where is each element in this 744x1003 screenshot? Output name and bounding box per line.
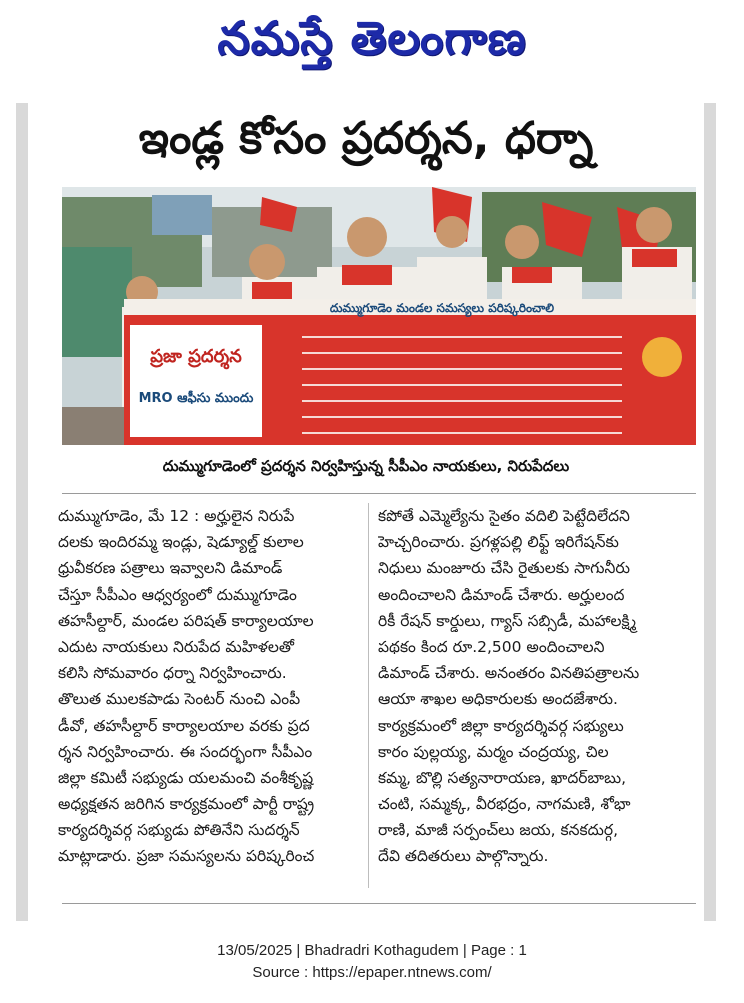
article-text-line: అధ్యక్షతన జరిగిన కార్యక్రమంలో పార్టీ రాష్ట్ర bbox=[58, 795, 315, 814]
article-text-line: ఆయా శాఖల అధికారులకు అందజేశారు. bbox=[378, 690, 618, 709]
article-text-line: జిల్లా కమిటీ సభ్యుడు యలమంచి వంశీకృష్ణ bbox=[58, 768, 314, 787]
article-text-line: దలకు ఇందిరమ్మ ఇండ్లు, షెడ్యూల్డ్ కులాల bbox=[58, 533, 304, 552]
article-text-line: దుమ్ముగూడెం, మే 12 : అర్హులైన నిరుపే bbox=[58, 507, 295, 525]
article-text-line: తొలుత ములకపాడు సెంటర్ నుంచి ఎంపీ bbox=[58, 690, 301, 709]
article-text-line: చంటి, సమ్మక్క, వీరభద్రం, నాగమణి, శోభా bbox=[378, 795, 631, 814]
article-text-line: కలిసి సోమవారం ధర్నా నిర్వహించారు. bbox=[58, 664, 287, 683]
masthead-title: నమస్తే తెలంగాణ bbox=[217, 11, 527, 65]
article-text-line: పథకం కింద రూ.2,500 అందించాలని bbox=[378, 637, 605, 656]
article-clipping bbox=[16, 103, 716, 921]
article-text-line: కార్యదర్శివర్గ సభ్యుడు పోతినేని సుదర్శన్ bbox=[58, 821, 300, 840]
article-text-line: ఎదుట నాయకులు నిరుపేద మహిళలతో bbox=[58, 637, 295, 656]
banner-left-title: ప్రజా ప్రదర్శన bbox=[150, 346, 242, 367]
article-text-line: అందించాలని డిమాండ్ చేశారు. అర్హులంద bbox=[378, 585, 625, 604]
article-text-line: కపోతే ఎమ్మెల్యేను సైతం వదిలి పెట్టేదిలేదని bbox=[378, 507, 630, 525]
article-bottom-rule bbox=[62, 903, 696, 904]
footer-source: Source : https://epaper.ntnews.com/ bbox=[252, 964, 492, 981]
article-text-line: రికీ రేషన్ కార్డులు, గ్యాస్ సబ్సిడీ, మహాలక్ష్మి bbox=[378, 611, 637, 630]
footer bbox=[0, 940, 744, 984]
article-text-line: రాణి, మాజీ సర్పంచ్‌లు జయ, కనకదుర్గ, bbox=[378, 821, 619, 840]
article-text-line: డిమాండ్ చేశారు. అనంతరం వినతిపత్రాలను bbox=[378, 664, 640, 683]
photo-caption: దుమ్ముగూడెంలో ప్రదర్శన నిర్వహిస్తున్న సీపీఎం నాయకులు, నిరుపేదలు bbox=[162, 457, 570, 475]
article-text-line: దేవి తదితరులు పాల్గొన్నారు. bbox=[378, 847, 549, 866]
article-text-line: మాట్లాడారు. ప్రజా సమస్యలను పరిష్కరించ bbox=[58, 847, 315, 866]
article-column-left bbox=[58, 503, 364, 870]
article-text-line: తహసీల్దార్, మండల పరిషత్ కార్యాలయాల bbox=[58, 611, 314, 630]
banner-left-subtitle: MRO ఆఫీసు ముందు bbox=[138, 391, 254, 406]
article-text-line: కారం పుల్లయ్య, మర్మం చంద్రయ్య, చిల bbox=[378, 742, 609, 761]
footer-date-edition: 13/05/2025 | Bhadradri Kothagudem | Page : 1 bbox=[217, 942, 527, 959]
caption-divider bbox=[62, 493, 696, 494]
article-text-line: నిధులు మంజూరు చేసి రైతులకు సాగునీరు bbox=[378, 559, 630, 578]
article-text-line: డీవో, తహసీల్దార్ కార్యాలయాల వరకు ప్రద bbox=[58, 716, 310, 735]
article-text-line: హెచ్చరించారు. ప్రగళ్లపల్లి లిఫ్ట్ ఇరిగేషన్‌కు bbox=[378, 533, 619, 552]
article-headline: ఇండ్ల కోసం ప్రదర్శన, ధర్నా bbox=[138, 113, 594, 164]
article-photo bbox=[62, 187, 696, 445]
banner-top-text: దుమ్ముగూడెం మండల సమస్యలు పరిష్కరించాలి bbox=[329, 301, 555, 315]
article-body bbox=[28, 103, 704, 921]
article-text-line: కమ్మ, బొల్లి సత్యనారాయణ, ఖాదర్‌బాబు, bbox=[378, 768, 627, 787]
article-text-line: ధ్రువీకరణ పత్రాలు ఇవ్వాలని డిమాండ్ bbox=[58, 559, 283, 578]
article-text-line: ర్శన నిర్వహించారు. ఈ సందర్భంగా సీపీఎం bbox=[58, 742, 313, 761]
column-divider bbox=[368, 503, 369, 888]
article-text-line: చేస్తూ సీపీఎం ఆధ్వర్యంలో దుమ్ముగూడెం bbox=[58, 585, 297, 604]
article-text-line: కార్యక్రమంలో జిల్లా కార్యదర్శివర్గ సభ్యులు bbox=[378, 716, 624, 735]
masthead bbox=[0, 0, 744, 88]
article-column-right bbox=[378, 503, 684, 870]
